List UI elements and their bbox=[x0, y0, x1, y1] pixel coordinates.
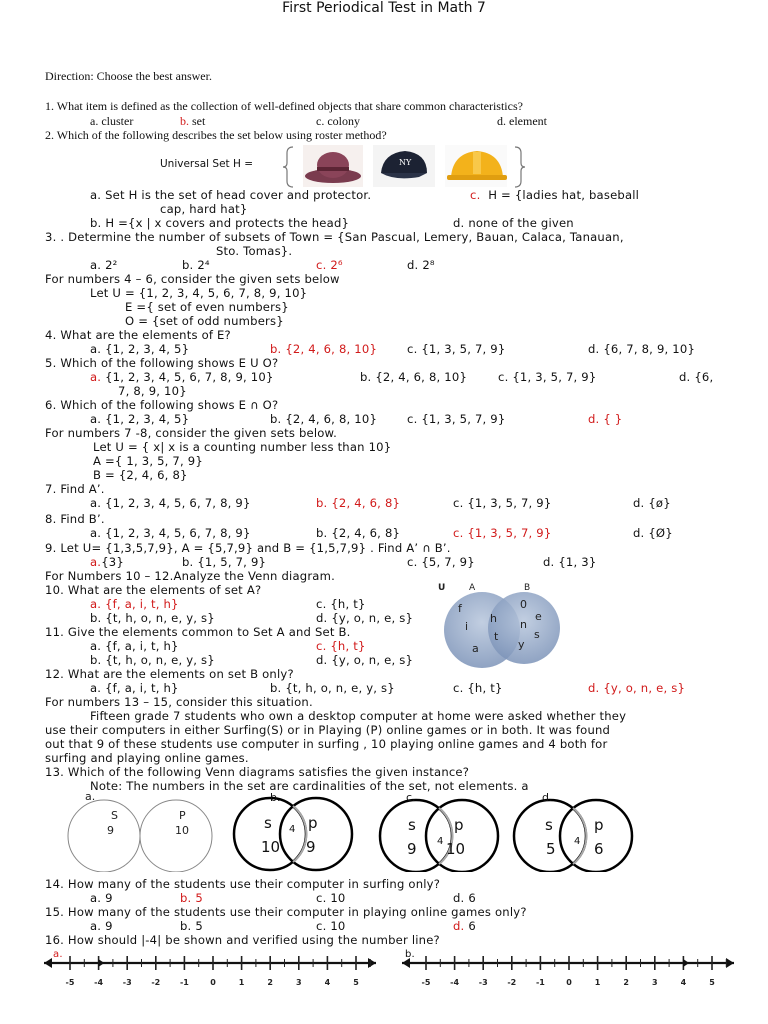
q4-option-a: a. {1, 2, 3, 4, 5} bbox=[90, 342, 190, 356]
answer-letter: a. bbox=[90, 370, 102, 384]
q16-option-b-letter: b. bbox=[405, 949, 415, 960]
number-line-tick-label: -2 bbox=[507, 978, 517, 987]
q4-option-d: d. {6, 7, 8, 9, 10} bbox=[588, 342, 696, 356]
q10-text: 10. What are the elements of set A? bbox=[45, 583, 262, 597]
q2-option-c-text: H = {ladies hat, baseball bbox=[488, 188, 640, 202]
number-line-tick-label: 1 bbox=[238, 978, 245, 987]
venn-elem: h bbox=[490, 612, 497, 625]
q9-option-a bbox=[90, 555, 124, 569]
venn-s-label: S bbox=[111, 809, 118, 822]
venn-diagram-ab bbox=[432, 578, 582, 670]
number-line-tick-label: 5 bbox=[353, 978, 359, 987]
q4-text: 4. What are the elements of E? bbox=[45, 328, 231, 342]
venn-elem: n bbox=[520, 618, 527, 631]
q9-option-d: d. {1, 3} bbox=[543, 555, 597, 569]
venn-elem: s bbox=[534, 628, 540, 641]
q14-option-d: d. 6 bbox=[453, 891, 476, 905]
venn-a-label: A bbox=[469, 583, 476, 593]
q3-text: 3. . Determine the number of subsets of Town = {San Pascual, Lemery, Bauan, Calaca, Tanauan, bbox=[45, 230, 624, 244]
q15-option-b: b. 5 bbox=[180, 919, 203, 933]
sets2-intro: For numbers 7 -8, consider the given sets below. bbox=[45, 426, 338, 440]
number-line-tick-label: 3 bbox=[652, 978, 658, 987]
option-letter: a. bbox=[85, 792, 96, 803]
q3-option-d: d. 2⁸ bbox=[407, 258, 435, 272]
venn-mid-value: 4 bbox=[437, 836, 444, 847]
q4-option-c: c. {1, 3, 5, 7, 9} bbox=[407, 342, 506, 356]
number-line-tick-label: 0 bbox=[566, 978, 572, 987]
q3-option-a: a. 2² bbox=[90, 258, 118, 272]
sets1-e: E ={ set of even numbers} bbox=[125, 300, 289, 314]
venn-s-value: 10 bbox=[261, 838, 281, 856]
q7-option-c: c. {1, 3, 5, 7, 9} bbox=[453, 496, 552, 510]
venn-s-value: 5 bbox=[546, 840, 556, 858]
q5-option-a bbox=[90, 370, 274, 384]
venn-option-d bbox=[508, 792, 640, 872]
arrow-icon bbox=[683, 959, 689, 967]
venn-p-label: p bbox=[594, 816, 604, 834]
number-line-tick-label: 1 bbox=[594, 978, 601, 987]
venn-p-value: 9 bbox=[306, 838, 316, 856]
venn-elem: f bbox=[458, 602, 462, 615]
q2-option-c-cont: cap, hard hat} bbox=[160, 202, 248, 216]
q2-option-b: b. H ={x | x covers and protects the head} bbox=[90, 216, 350, 230]
q8-option-d: d. {Ø} bbox=[633, 526, 673, 540]
q7-option-a: a. {1, 2, 3, 4, 5, 6, 7, 8, 9} bbox=[90, 496, 251, 510]
number-line-tick-label: 2 bbox=[267, 978, 273, 987]
situation-line: Fifteen grade 7 students who own a desktop computer at home were asked whether they bbox=[90, 709, 627, 723]
q3-option-b: b. 2⁴ bbox=[182, 258, 210, 272]
arrow-icon bbox=[98, 959, 104, 967]
q8-option-c: c. {1, 3, 5, 7, 9} bbox=[453, 526, 552, 540]
q15-option-d bbox=[453, 919, 476, 933]
number-line-tick-label: 4 bbox=[324, 978, 331, 987]
q13-note: Note: The numbers in the set are cardinalities of the set, not elements. a bbox=[90, 779, 529, 793]
venn-option-c bbox=[374, 792, 506, 872]
sets1-o: O = {set of odd numbers} bbox=[125, 314, 284, 328]
arrow-left-icon bbox=[44, 958, 52, 968]
answer-letter: c. bbox=[470, 188, 481, 202]
number-line-tick-label: 2 bbox=[623, 978, 629, 987]
sets1-u: Let U = {1, 2, 3, 4, 5, 6, 7, 8, 9, 10} bbox=[90, 286, 308, 300]
arrow-left-icon bbox=[402, 958, 410, 968]
q2-text: 2. Which of the following describes the set below using roster method? bbox=[45, 128, 387, 142]
q10-option-d: d. {y, o, n, e, s} bbox=[316, 611, 414, 625]
q9-option-a-text: {3} bbox=[101, 555, 124, 569]
answer-letter: a. bbox=[90, 555, 102, 569]
q7-option-d: d. {ø} bbox=[633, 496, 671, 510]
q12-option-c: c. {h, t} bbox=[453, 681, 503, 695]
sets2-u: Let U = { x| x is a counting number less than 10} bbox=[93, 440, 392, 454]
q5-option-c: c. {1, 3, 5, 7, 9} bbox=[498, 370, 597, 384]
number-line-tick-label: 5 bbox=[709, 978, 715, 987]
answer-letter: d. bbox=[453, 919, 465, 933]
universal-set-label: Universal Set H = bbox=[160, 158, 254, 170]
q6-option-c: c. {1, 3, 5, 7, 9} bbox=[407, 412, 506, 426]
q8-option-b: b. {2, 4, 6, 8} bbox=[316, 526, 401, 540]
q12-text: 12. What are the elements on set B only? bbox=[45, 667, 294, 681]
q1-option-a: a. cluster bbox=[90, 114, 134, 128]
q4-option-b: b. {2, 4, 6, 8, 10} bbox=[270, 342, 378, 356]
venn-s-label: s bbox=[408, 816, 416, 834]
q5-option-a-text: {1, 2, 3, 4, 5, 6, 7, 8, 9, 10} bbox=[101, 370, 274, 384]
q2-option-d: d. none of the given bbox=[453, 216, 574, 230]
venn-intro: For Numbers 10 – 12.Analyze the Venn diagram. bbox=[45, 569, 335, 583]
q6-option-b: b. {2, 4, 6, 8, 10} bbox=[270, 412, 378, 426]
venn-u-label: U bbox=[438, 583, 446, 593]
venn-elem: e bbox=[535, 610, 542, 623]
q12-option-d: d. {y, o, n, e, s} bbox=[588, 681, 686, 695]
q15-option-c: c. 10 bbox=[316, 919, 346, 933]
q15-option-a: a. 9 bbox=[90, 919, 113, 933]
number-line-tick-label: -1 bbox=[179, 978, 189, 987]
venn-mid-value: 4 bbox=[289, 824, 296, 835]
option-letter: b. bbox=[270, 792, 281, 804]
set-h-images bbox=[283, 143, 533, 191]
q15-option-d-text: 6 bbox=[464, 919, 476, 933]
venn-p-label: P bbox=[179, 809, 186, 822]
sets1-intro: For numbers 4 – 6, consider the given sets below bbox=[45, 272, 340, 286]
hard-hat-icon bbox=[445, 145, 507, 187]
baseball-cap-icon bbox=[373, 145, 435, 187]
page-title: First Periodical Test in Math 7 bbox=[282, 0, 486, 16]
q1-option-b-text: set bbox=[189, 114, 206, 128]
number-line-tick-label: -3 bbox=[122, 978, 132, 987]
q11-option-c: c. {h, t} bbox=[316, 639, 366, 653]
q14-text: 14. How many of the students use their computer in surfing only? bbox=[45, 877, 441, 891]
q11-option-a: a. {f, a, i, t, h} bbox=[90, 639, 179, 653]
q5-option-a-cont: 7, 8, 9, 10} bbox=[118, 384, 187, 398]
arrow-right-icon bbox=[726, 958, 734, 968]
venn-s-label: s bbox=[545, 816, 553, 834]
q14-option-b: b. 5 bbox=[180, 891, 203, 905]
number-line-tick-label: -4 bbox=[450, 978, 460, 987]
q11-option-b: b. {t, h, o, n, e, y, s} bbox=[90, 653, 215, 667]
q16-text: 16. How should |-4| be shown and verified using the number line? bbox=[45, 933, 440, 947]
q12-option-a: a. {f, a, i, t, h} bbox=[90, 681, 179, 695]
venn-s-value: 9 bbox=[107, 824, 114, 837]
q5-option-d: d. {6, bbox=[679, 370, 714, 384]
option-letter: d. bbox=[542, 792, 553, 804]
svg-text:NY: NY bbox=[399, 158, 412, 167]
situation-line: surfing and playing online games. bbox=[45, 751, 249, 765]
number-line-tick-label: -2 bbox=[151, 978, 161, 987]
q7-option-b: b. {2, 4, 6, 8} bbox=[316, 496, 401, 510]
q2-option-c bbox=[470, 188, 639, 202]
number-line-tick-label: -5 bbox=[421, 978, 431, 987]
sets2-b: B = {2, 4, 6, 8} bbox=[93, 468, 188, 482]
number-line-tick-label: -3 bbox=[478, 978, 488, 987]
venn-elem: a bbox=[472, 642, 479, 655]
number-line-tick-label: 3 bbox=[296, 978, 302, 987]
q8-option-a: a. {1, 2, 3, 4, 5, 6, 7, 8, 9} bbox=[90, 526, 251, 540]
option-letter: c. bbox=[406, 792, 416, 804]
q9-option-c: c. {5, 7, 9} bbox=[407, 555, 475, 569]
q13-text: 13. Which of the following Venn diagrams satisfies the given instance? bbox=[45, 765, 470, 779]
number-line-tick-label: -4 bbox=[94, 978, 104, 987]
arrow-right-icon bbox=[368, 958, 376, 968]
venn-option-a bbox=[60, 792, 220, 872]
venn-elem: t bbox=[494, 630, 499, 643]
venn-p-value: 6 bbox=[594, 840, 604, 858]
direction: Direction: Choose the best answer. bbox=[45, 69, 212, 83]
venn-s-value: 9 bbox=[407, 840, 417, 858]
q5-option-b: b. {2, 4, 6, 8, 10} bbox=[360, 370, 468, 384]
number-line-a bbox=[40, 952, 380, 992]
q11-option-d: d. {y, o, n, e, s} bbox=[316, 653, 414, 667]
number-line-tick-label: -1 bbox=[535, 978, 545, 987]
q11-text: 11. Give the elements common to Set A and Set B. bbox=[45, 625, 351, 639]
q10-option-c: c. {h, t} bbox=[316, 597, 366, 611]
q1-option-b bbox=[180, 114, 205, 128]
q6-option-a: a. {1, 2, 3, 4, 5} bbox=[90, 412, 190, 426]
number-line-tick-label: -5 bbox=[65, 978, 75, 987]
q6-text: 6. Which of the following shows E ∩ O? bbox=[45, 398, 279, 412]
number-line-b bbox=[398, 952, 738, 992]
venn-mid-value: 4 bbox=[574, 836, 581, 847]
q15-text: 15. How many of the students use their computer in playing online games only? bbox=[45, 905, 527, 919]
q16-option-a-letter: a. bbox=[53, 949, 63, 960]
number-line-tick-label: 0 bbox=[210, 978, 216, 987]
answer-letter: b. bbox=[180, 114, 189, 128]
venn-p-label: p bbox=[454, 816, 464, 834]
venn-elem: y bbox=[518, 638, 525, 651]
situation-line: use their computers in either Surfing(S) or in Playing (P) online games or in both. It was found bbox=[45, 723, 611, 737]
venn-p-value: 10 bbox=[446, 840, 466, 858]
q9-text: 9. Let U= {1,3,5,7,9}, A = {5,7,9} and B = {1,5,7,9} . Find A’ ∩ B’. bbox=[45, 541, 451, 555]
ladies-hat-icon bbox=[303, 145, 363, 187]
q3-text-cont: Sto. Tomas}. bbox=[216, 244, 293, 258]
venn-s-label: s bbox=[264, 814, 272, 832]
q2-option-a: a. Set H is the set of head cover and protector. bbox=[90, 188, 372, 202]
situation-intro: For numbers 13 – 15, consider this situation. bbox=[45, 695, 313, 709]
q7-text: 7. Find A’. bbox=[45, 482, 105, 496]
q14-option-a: a. 9 bbox=[90, 891, 113, 905]
q3-option-c: c. 2⁶ bbox=[316, 258, 343, 272]
situation-line: out that 9 of these students use computer in surfing , 10 playing online games and 4 both for bbox=[45, 737, 608, 751]
venn-option-b bbox=[228, 792, 360, 872]
venn-elem: 0 bbox=[520, 598, 527, 611]
q1-text: 1. What item is defined as the collection of well-defined objects that share common characteristics? bbox=[45, 99, 523, 113]
sets2-a: A ={ 1, 3, 5, 7, 9} bbox=[93, 454, 203, 468]
q1-option-d: d. element bbox=[497, 114, 547, 128]
q5-text: 5. Which of the following shows E U O? bbox=[45, 356, 279, 370]
venn-p-label: p bbox=[308, 814, 318, 832]
venn-p-value: 10 bbox=[175, 824, 189, 837]
q14-option-c: c. 10 bbox=[316, 891, 346, 905]
q9-option-b: b. {1, 5, 7, 9} bbox=[182, 555, 267, 569]
q6-option-d: d. { } bbox=[588, 412, 623, 426]
venn-b-label: B bbox=[524, 583, 531, 593]
q12-option-b: b. {t, h, o, n, e, y, s} bbox=[270, 681, 395, 695]
q8-text: 8. Find B’. bbox=[45, 512, 105, 526]
venn-elem: i bbox=[465, 620, 469, 633]
q10-option-a: a. {f, a, i, t, h} bbox=[90, 597, 179, 611]
q1-option-c: c. colony bbox=[316, 114, 360, 128]
q10-option-b: b. {t, h, o, n, e, y, s} bbox=[90, 611, 215, 625]
number-line-tick-label: 4 bbox=[680, 978, 687, 987]
